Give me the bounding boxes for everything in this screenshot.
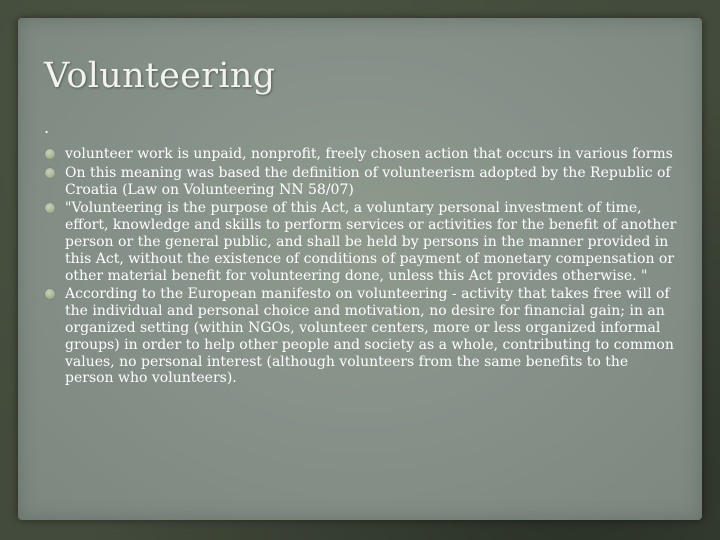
- stray-dot: .: [44, 118, 50, 137]
- bullet-list: [44, 146, 678, 389]
- bullet-text: According to the European manifesto on volunteering - activity that takes free will of the individual and personal choice and motivation, no desire for financial gain; in an organized setting (within NGOs, volunteer centers, more or less organized informal groups) in order to help other people and society as a whole, contributing to common values, no personal interest (although volunteers from the same benefits to the person who volunteers).: [65, 286, 674, 387]
- bullet-dot-icon: [45, 203, 55, 213]
- bullet-text: On this meaning was based the definition of volunteerism adopted by the Republic of Croatia (Law on Volunteering NN 58/07): [65, 164, 671, 198]
- bullet-dot-icon: [45, 168, 55, 178]
- slide-title: Volunteering: [44, 56, 276, 96]
- bullet-text: "Volunteering is the purpose of this Act, a voluntary personal investment of time, effort, knowledge and skills to perform services or activities for the benefit of another person or the general public, and shall be held by persons in the manner provided in this Act, without the existence of conditions of payment of monetary compensation or other material benefit for volunteering done, unless this Act provides otherwise. ": [65, 200, 677, 284]
- bullet-item: [44, 165, 678, 199]
- bullet-text: volunteer work is unpaid, nonprofit, freely chosen action that occurs in various forms: [65, 146, 673, 162]
- bullet-item: [44, 146, 678, 163]
- bullet-dot-icon: [45, 149, 55, 159]
- bullet-dot-icon: [45, 289, 55, 299]
- bullet-item: [44, 200, 678, 284]
- bullet-item: [44, 286, 678, 387]
